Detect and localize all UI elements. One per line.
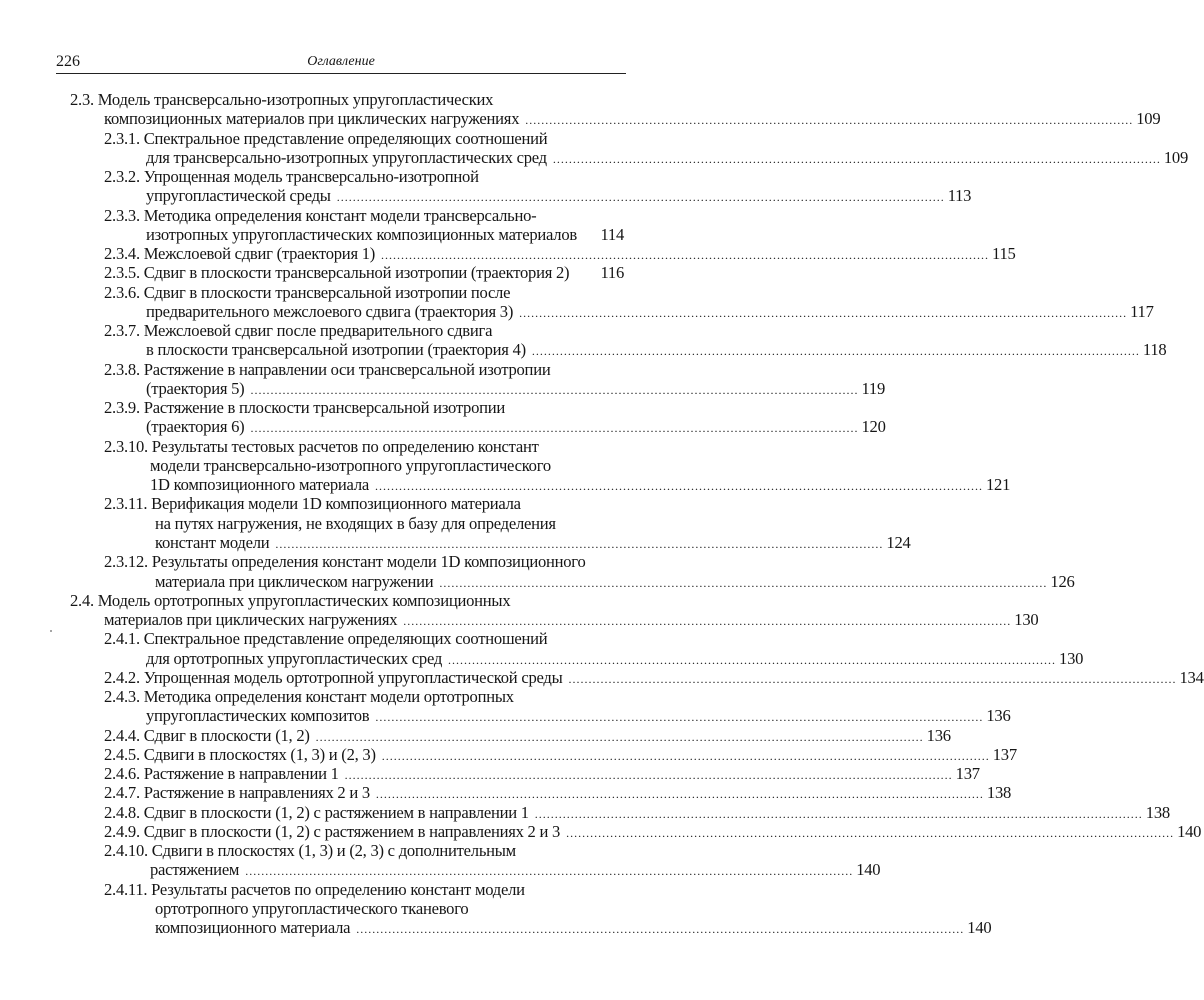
- dot-leader: [316, 728, 924, 747]
- toc-entry-text: 2.3.9. Растяжение в плоскости трансверсальной изотропии: [104, 398, 506, 418]
- toc-page-number: 114: [600, 224, 624, 244]
- toc-line: [146, 186, 972, 206]
- toc-line: [104, 610, 1039, 630]
- toc-entry-text: упругопластических композитов: [146, 706, 370, 726]
- toc-entry-text: 2.3.1. Спектральное представление определяющих соотношений: [104, 128, 548, 148]
- toc-line: [104, 360, 624, 379]
- dot-leader: [553, 150, 1161, 169]
- toc-line: [104, 244, 1016, 264]
- toc-entry-text: 2.4.9. Сдвиг в плоскости (1, 2) с растяжением в направлениях 2 и 3: [104, 821, 561, 841]
- toc-page-number: 113: [947, 186, 972, 206]
- toc-entry-text: для трансверсально-изотропных упругопластических сред: [146, 147, 547, 167]
- dot-leader: [566, 824, 1174, 843]
- toc-entry-text: 2.3.5. Сдвиг в плоскости трансверсальной изотропии (траектория 2): [104, 263, 570, 283]
- dot-leader: [569, 670, 1177, 689]
- toc-line: [155, 918, 992, 938]
- dot-leader: [345, 766, 953, 785]
- toc-entry-text: ортотропного упругопластического тканевого: [155, 898, 469, 918]
- toc-line: [146, 225, 624, 244]
- toc-line: [146, 147, 1188, 167]
- dot-leader: [275, 535, 883, 554]
- toc-entry-text: 2.4.5. Сдвиги в плоскостях (1, 3) и (2, 3): [104, 744, 376, 764]
- toc-entry-text: модели трансверсально-изотропного упругопластического: [150, 455, 551, 475]
- toc-entry-text: 2.3.10. Результаты тестовых расчетов по определению констант: [104, 436, 539, 456]
- toc-entry-text: 2.4.11. Результаты расчетов по определению констант модели: [104, 879, 525, 899]
- toc-entry-text: в плоскости трансверсальной изотропии (траектория 4): [146, 340, 526, 360]
- toc-entry-text: 2.3.2. Упрощенная модель трансверсально-изотропной: [104, 167, 479, 187]
- toc-line: [70, 591, 624, 610]
- toc-page-number: 136: [926, 725, 951, 745]
- toc-entry-text: 2.4.4. Сдвиг в плоскости (1, 2): [104, 725, 310, 745]
- toc-line: [104, 629, 624, 648]
- toc-entry-text: 2.4.2. Упрощенная модель ортотропной упругопластической среды: [104, 667, 563, 687]
- toc-line: [104, 687, 624, 706]
- dot-leader: [439, 574, 1047, 593]
- dot-leader: [448, 651, 1056, 670]
- toc-entry-text: 2.4.3. Методика определения констант модели ортотропных: [104, 687, 514, 707]
- toc-page-number: 140: [967, 918, 992, 938]
- toc-page-number: 124: [886, 532, 911, 552]
- dot-leader: [376, 785, 984, 804]
- toc-line: [146, 378, 885, 398]
- toc-line: [150, 456, 624, 475]
- toc-line: [104, 841, 624, 860]
- toc-line: [150, 860, 881, 880]
- toc-entry-text: 2.4.1. Спектральное представление определяющих соотношений: [104, 629, 548, 649]
- dot-leader: [375, 477, 983, 496]
- toc-page-number: 118: [1142, 340, 1167, 360]
- toc-entry-text: (траектория 5): [146, 378, 245, 398]
- dot-leader: [250, 381, 858, 400]
- toc-page-number: 140: [1177, 821, 1202, 841]
- toc-line: [104, 206, 624, 225]
- dot-leader: [525, 111, 1133, 130]
- toc-line: [146, 706, 1011, 726]
- toc-page-number: 130: [1059, 648, 1084, 668]
- toc-entry-text: материалов при циклических нагружениях: [104, 610, 398, 630]
- toc-line: [104, 398, 624, 417]
- toc-entry-text: 2.4.10. Сдвиги в плоскостях (1, 3) и (2, 3) с дополнительным: [104, 841, 516, 861]
- toc-entry-text: 2.3.8. Растяжение в направлении оси трансверсальной изотропии: [104, 359, 551, 379]
- toc-page-number: 117: [1130, 301, 1154, 321]
- toc-page-number: 116: [600, 263, 624, 283]
- dot-leader: [532, 342, 1140, 361]
- toc-entry-text: 2.3.11. Верификация модели 1D композиционного материала: [104, 494, 521, 514]
- toc-entry-text: (траектория 6): [146, 417, 245, 437]
- dot-leader: [381, 246, 989, 265]
- toc-page-number: 137: [955, 764, 980, 784]
- toc-entry-text: композиционных материалов при циклических нагружениях: [104, 109, 520, 129]
- toc-page-number: 130: [1014, 610, 1039, 630]
- toc-line: [146, 648, 1084, 668]
- toc-line: [146, 301, 1154, 321]
- toc-entry-text: 2.4.7. Растяжение в направлениях 2 и 3: [104, 783, 370, 803]
- toc-page-number: 134: [1179, 667, 1204, 687]
- toc-entry-text: упругопластической среды: [146, 186, 331, 206]
- toc-entry-text: констант модели: [155, 532, 270, 552]
- toc-entry-text: на путях нагружения, не входящих в базу для определения: [155, 513, 556, 533]
- toc-line: [104, 263, 624, 282]
- toc-line: [104, 880, 624, 899]
- dot-leader: [535, 805, 1143, 824]
- toc-page-number: 109: [1136, 109, 1161, 129]
- toc-line: [104, 321, 624, 340]
- toc-page-number: 137: [992, 744, 1017, 764]
- toc-page-number: 120: [861, 417, 886, 437]
- toc-line: [155, 514, 624, 533]
- toc-line: [104, 494, 624, 513]
- toc-line: [150, 475, 1011, 495]
- dot-leader: [356, 920, 964, 939]
- toc-line: [104, 437, 624, 456]
- page-number: 226: [56, 53, 80, 70]
- toc-page-number: 138: [1145, 802, 1170, 822]
- toc-page-number: 136: [986, 706, 1011, 726]
- toc-entry-text: 2.3.12. Результаты определения констант модели 1D композиционного: [104, 552, 586, 572]
- toc-line: [146, 417, 886, 437]
- toc-line: [70, 90, 624, 109]
- toc-entry-text: 2.3.4. Межслоевой сдвиг (траектория 1): [104, 244, 376, 264]
- toc-line: [155, 532, 911, 552]
- toc-entry-text: изотропных упругопластических композиционных материалов: [146, 224, 577, 244]
- dot-leader: [519, 304, 1127, 323]
- toc-line: [104, 821, 1202, 841]
- toc-page-number: 119: [861, 378, 885, 398]
- scan-speck: [50, 630, 52, 632]
- dot-leader: [250, 419, 858, 438]
- toc-entry-text: предварительного межслоевого сдвига (траектория 3): [146, 301, 514, 321]
- toc-page-number: 109: [1163, 147, 1188, 167]
- toc-entry-text: 2.4. Модель ортотропных упругопластических композиционных: [70, 590, 511, 610]
- toc-line: [104, 167, 624, 186]
- toc-line: [104, 764, 980, 784]
- dot-leader: [337, 188, 945, 207]
- toc-entry-text: композиционного материала: [155, 918, 351, 938]
- running-header: [56, 52, 626, 74]
- toc-entry-text: 1D композиционного материала: [150, 475, 369, 495]
- toc-line: [155, 899, 624, 918]
- dot-leader: [375, 708, 983, 727]
- toc-entry-text: 2.3.3. Методика определения констант модели трансверсально-: [104, 205, 537, 225]
- toc-line: [104, 802, 1170, 822]
- toc-page-number: 121: [985, 475, 1011, 495]
- toc-entry-text: 2.4.6. Растяжение в направлении 1: [104, 764, 339, 784]
- toc-line: [104, 783, 1012, 803]
- toc-line: [155, 571, 1075, 591]
- dot-leader: [403, 612, 1011, 631]
- toc-line: [104, 667, 1204, 687]
- toc-entry-text: 2.3.7. Межслоевой сдвиг после предварительного сдвига: [104, 321, 493, 341]
- toc-entry-text: 2.3. Модель трансверсально-изотропных упругопластических: [70, 90, 494, 109]
- toc-line: [104, 725, 951, 745]
- toc-entry-text: растяжением: [150, 860, 240, 880]
- toc-entry-text: 2.4.8. Сдвиг в плоскости (1, 2) с растяжением в направлении 1: [104, 802, 529, 822]
- toc-page-number: 140: [856, 860, 881, 880]
- toc-entry-text: для ортотропных упругопластических сред: [146, 648, 443, 668]
- dot-leader: [245, 862, 853, 881]
- toc-line: [104, 744, 1017, 764]
- toc-entry-text: материала при циклическом нагружении: [155, 571, 434, 591]
- toc-page-number: 115: [992, 244, 1016, 264]
- toc-line: [104, 109, 1161, 129]
- dot-leader: [382, 747, 990, 766]
- toc-line: [104, 129, 624, 148]
- toc-line: [146, 340, 1167, 360]
- toc-page-number: 138: [986, 783, 1012, 803]
- running-title: Оглавление: [307, 54, 375, 69]
- toc-line: [104, 552, 624, 571]
- toc-page-number: 126: [1050, 571, 1075, 591]
- toc-line: [104, 283, 624, 302]
- toc-entry-text: 2.3.6. Сдвиг в плоскости трансверсальной изотропии после: [104, 282, 511, 302]
